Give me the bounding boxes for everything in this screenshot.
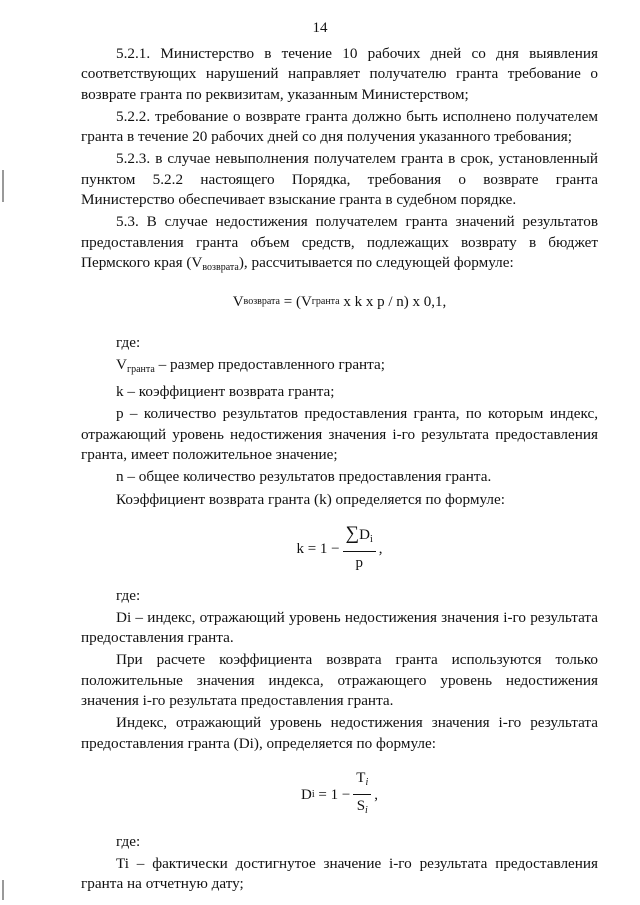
formula3-fraction: [353, 768, 371, 822]
formula2-num-sub: i: [370, 533, 373, 545]
def-v-text: – размер предоставленного гранта;: [154, 355, 385, 373]
paragraph-5-2-1: 5.2.1. Министерство в течение 10 рабочих дней со дня выявления соответствующих нарушений направляет получателю гранта требование о возврате гранта по реквизитам, указанным Министерством;: [81, 45, 598, 103]
formula2-denominator: p: [355, 555, 363, 572]
formula2-fraction: [343, 524, 376, 574]
formula3-lhs-sub: i: [311, 788, 315, 800]
formula1-eq: = (V: [279, 294, 312, 311]
formula3-lhs: D: [301, 786, 312, 803]
formula3-numerator: [353, 768, 371, 795]
formula3-num-t: T: [356, 769, 366, 786]
index-intro: Индекс, отражающий уровень недостижения значения i-го результата предоставления гранта (Di), определяется по формуле:: [81, 714, 598, 752]
paragraph-5-3-end: ), рассчитывается по следующей формуле:: [238, 253, 514, 271]
formula3-eq: = 1 −: [314, 786, 351, 803]
page-number: 14: [312, 20, 328, 36]
formula-return-volume: [81, 292, 598, 312]
paragraph-5-3: [81, 212, 598, 278]
paragraph-5-2-3: 5.2.3. в случае невыполнения получателем гранта в срок, установленный пунктом 5.2.2 настоящего Порядка, требования о возврате гранта Министерство обеспечивает взыскание гранта в судебном порядке.: [81, 150, 598, 209]
formula2-lhs: k = 1 −: [296, 540, 340, 557]
definition-p: p – количество результатов предоставления гранта, по которым индекс, отражающий уровень недостижения значения i-го результата предоставления гранта, имеет положительное значение;: [81, 405, 598, 464]
where-label-3: где:: [116, 832, 141, 850]
def-v-sub: гранта: [126, 363, 155, 375]
formula3-tail: ,: [374, 786, 378, 803]
coefficient-intro: Коэффициент возврата гранта (k) определяется по формуле:: [116, 490, 505, 508]
formula2-tail: ,: [378, 540, 383, 557]
document-body: [81, 44, 598, 896]
formula1-lhs-sub: возврата: [243, 296, 280, 308]
sum-symbol: ∑: [345, 522, 360, 544]
where-label-2: где:: [116, 586, 141, 604]
paragraph-5-3-start: 5.3. В случае недостижения получателем гранта значений результатов предоставления гранта объем средств, подлежащих возврату в бюджет Пермского края (V: [81, 213, 598, 271]
definition-di: Di – индекс, отражающий уровень недостижения значения i-го результата предоставления гранта.: [81, 608, 598, 647]
definition-v-grant: [81, 355, 598, 380]
formula3-den-sub: i: [365, 805, 368, 817]
formula-coefficient: [81, 524, 598, 574]
formula1-lhs: V: [232, 294, 244, 311]
formula-index: [81, 768, 598, 822]
formula3-num-sub: i: [365, 776, 369, 788]
formula3-denominator: [357, 795, 368, 821]
formula3-den-s: S: [356, 798, 366, 815]
scan-margin-mark-bottom: [2, 880, 4, 900]
where-label-1: где:: [116, 333, 141, 351]
definition-n: n – общее количество результатов предоставления гранта.: [116, 468, 492, 486]
definition-ti: Ti – фактически достигнутое значение i-го результата предоставления гранта на отчетную дату;: [81, 854, 598, 893]
calculation-note: При расчете коэффициента возврата гранта используются только положительные значения индекса, отражающего уровень недостижения значения i-го результата предоставления гранта.: [81, 651, 598, 710]
formula1-grant-sub: гранта: [311, 296, 340, 308]
def-v-symbol: V: [116, 355, 127, 373]
scan-margin-mark-top: [2, 170, 4, 202]
paragraph-5-3-subscript: возврата: [202, 261, 239, 273]
paragraph-5-2-2: 5.2.2. требование о возврате гранта должно быть исполнено получателем гранта в течение 20 рабочих дней со дня получения указанного требования;: [81, 107, 598, 146]
definition-k: k – коэффициент возврата гранта;: [116, 383, 335, 401]
formula2-numerator: [343, 524, 376, 552]
formula1-rest: x k x p / n) x 0,1,: [339, 294, 447, 311]
formula2-num-d: D: [359, 526, 371, 543]
